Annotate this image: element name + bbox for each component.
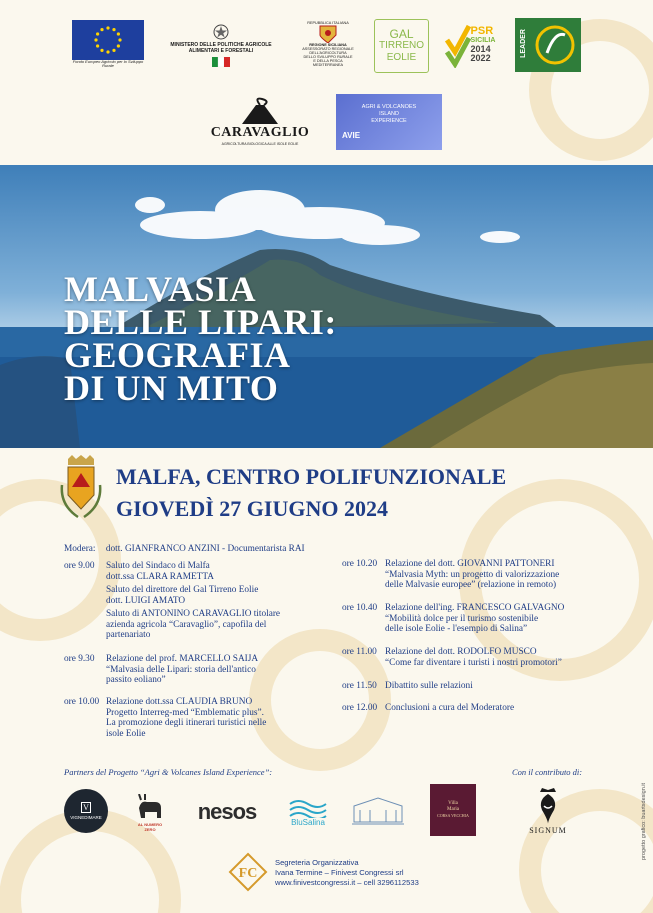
psr-sicilia-logo xyxy=(442,19,498,71)
program-line: Relazione del prof. MARCELLO SAIJA xyxy=(106,654,259,664)
villa-line: Villa xyxy=(448,801,458,806)
title-line: GEOGRAFIA xyxy=(64,335,291,375)
secretariat-line: Segreteria Organizzativa xyxy=(275,858,359,867)
italy-flag-icon xyxy=(212,57,230,67)
eu-star-icon xyxy=(112,28,115,31)
region-line: ASSESSORATO REGIONALE DELL'AGRICOLTURA xyxy=(302,47,354,55)
region-line: REGIONE SICILIANA xyxy=(309,43,347,47)
program-line: “Malvasia delle Lipari: storia dell'antico xyxy=(106,664,256,675)
eu-flag-icon xyxy=(72,20,144,60)
gal-line: EOLIE xyxy=(386,52,417,63)
alnumero-line: ZERO xyxy=(144,827,156,832)
gal-tirreno-eolie-logo xyxy=(374,19,429,73)
svg-text:FC: FC xyxy=(238,866,258,881)
leader-text: LEADER xyxy=(519,29,527,58)
leader-logo xyxy=(515,18,581,72)
blusalina-logo xyxy=(285,790,331,832)
title-line: MALVASIA xyxy=(64,269,257,309)
finivest-congressi-logo-icon xyxy=(228,852,268,892)
donkey-icon xyxy=(135,794,165,822)
trinacria-shield-icon xyxy=(319,25,337,43)
eu-star-icon xyxy=(117,32,120,35)
eu-star-icon xyxy=(106,26,109,29)
program-line: dott.ssa CLARA RAMETTA xyxy=(106,571,214,582)
program-line: Saluto di ANTONINO CARAVAGLIO titolare xyxy=(106,609,281,619)
program-time: ore 9.30 xyxy=(64,654,95,664)
partners-label: Partners del Progetto “Agri & Volcanes Island Experience”: xyxy=(64,767,273,777)
program-line: delle Malvasie europee” (relazione in remoto) xyxy=(385,580,557,590)
caravaglio-sub: AGRICOLTURA BIOLOGICA ALLE ISOLE EOLIE xyxy=(221,142,299,146)
psr-line: SICILIA xyxy=(470,37,496,44)
program-line: azienda agricola “Caravaglio”, capofila del xyxy=(106,619,267,630)
program-time: ore 12.00 xyxy=(342,703,378,713)
program-time: ore 10.00 xyxy=(64,697,100,707)
avie-line: EXPERIENCE xyxy=(371,118,407,124)
contributor-label: Con il contributo di: xyxy=(512,767,583,777)
signum-emblem-icon xyxy=(534,786,562,826)
program-time: ore 10.20 xyxy=(342,559,378,569)
program-line: dott. LUIGI AMATO xyxy=(106,595,186,606)
malfa-coat-of-arms-icon xyxy=(58,455,104,523)
signum-logo xyxy=(522,780,574,840)
event-venue xyxy=(116,461,506,525)
eu-star-icon xyxy=(112,48,115,51)
program-time: ore 9.00 xyxy=(64,561,95,571)
program-line: Saluto del Sindaco di Malfa xyxy=(106,561,210,571)
eu-star-icon xyxy=(94,38,97,41)
leader-emblem-icon xyxy=(533,23,577,67)
villa-maria-logo xyxy=(430,784,476,836)
caravaglio-name: CARAVAGLIO xyxy=(210,125,310,140)
vignedimare-logo: V VIGNEDIMARE xyxy=(64,789,108,833)
moderator-name: dott. GIANFRANCO ANZINI - Documentarista RAI xyxy=(105,544,305,554)
psr-line: 2014 xyxy=(470,44,491,54)
vignedimare-name: VIGNEDIMARE xyxy=(70,815,102,820)
moderator-row xyxy=(64,544,305,555)
waves-icon xyxy=(288,796,328,818)
psr-line: PSR xyxy=(470,25,494,37)
secretariat-line: www.finivestcongressi.it – cell 3296112533 xyxy=(275,878,419,887)
eu-star-icon xyxy=(96,44,99,47)
program-line: Relazione dott.ssa CLAUDIA BRUNO xyxy=(106,697,253,707)
hero-photo xyxy=(0,165,653,448)
moderator-label: Modera: xyxy=(64,544,96,554)
eu-star-icon xyxy=(96,32,99,35)
villa-sketch-logo xyxy=(350,794,406,828)
alnumero-line: AL NUMERO xyxy=(137,822,163,827)
gal-line: TIRRENO xyxy=(379,40,424,51)
program-time: ore 11.50 xyxy=(342,681,377,691)
region-sicily-logo xyxy=(300,16,356,72)
program-line: isole Eolie xyxy=(106,728,146,739)
venue-line: MALFA, CENTRO POLIFUNZIONALE xyxy=(116,464,507,489)
psr-line: 2022 xyxy=(470,53,491,63)
villa-line: CORSA VECCHIA xyxy=(437,813,469,818)
program-line: passito eoliano” xyxy=(106,675,166,685)
gal-line: GAL xyxy=(389,27,414,41)
region-line: REPUBBLICA ITALIANA xyxy=(307,21,349,25)
program-line: La promozione degli itinerari turistici nelle xyxy=(106,718,267,728)
avie-line: ISLAND xyxy=(379,111,399,117)
program-line: Relazione del dott. GIOVANNI PATTONERI xyxy=(385,559,555,569)
program-time: ore 11.00 xyxy=(342,647,377,657)
volcano-swirl-icon xyxy=(240,97,280,125)
nesos-logo xyxy=(190,796,264,828)
ministry-name: MINISTERO DELLE POLITICHE AGRICOLE ALIMENTARI E FORESTALI xyxy=(170,41,272,54)
program-line: delle isole Eolie - l'esempio di Salina” xyxy=(385,624,528,634)
program-line: Relazione del dott. RODOLFO MUSCO xyxy=(385,647,537,657)
psr-check-icon xyxy=(445,22,471,68)
venue-line: GIOVEDÌ 27 GIUGNO 2024 xyxy=(116,496,388,521)
eu-star-icon xyxy=(100,48,103,51)
eu-star-icon xyxy=(117,44,120,47)
program-line: “Come far diventare i turisti i nostri promotori” xyxy=(385,657,562,668)
region-line: DELLO SVILUPPO RURALE xyxy=(303,55,353,59)
program-line: Saluto del direttore del Gal Tirreno Eolie xyxy=(106,585,259,595)
avie-line: AGRI & VOLCANOES xyxy=(361,104,417,110)
program-time: ore 10.40 xyxy=(342,603,378,613)
signum-name: SIGNUM xyxy=(529,825,567,835)
title-line: DELLE LIPARI: xyxy=(64,302,337,342)
title-line: DI UN MITO xyxy=(64,368,279,408)
program-line: “Mobilità dolce per il turismo sostenibile xyxy=(385,613,539,624)
eu-star-icon xyxy=(118,38,121,41)
eu-caption: Fondo Europeo Agricolo per lo Sviluppo Rurale xyxy=(72,58,144,68)
program-line: Relazione dell'ing. FRANCESCO GALVAGNO xyxy=(385,603,565,613)
program-line: Progetto Interreg-med “Emblematic plus”. xyxy=(106,707,264,718)
secretariat-line: Ivana Termine – Finivest Congressi srl xyxy=(275,868,404,877)
eu-star-icon xyxy=(106,50,109,53)
avie-logo xyxy=(336,94,442,150)
event-title xyxy=(64,269,337,408)
program-line: Conclusioni a cura del Moderatore xyxy=(385,703,515,713)
secretariat-info xyxy=(275,858,419,888)
blusalina-name: BluSalina xyxy=(291,817,325,827)
avie-name: AVIE xyxy=(342,131,361,140)
design-credit: progetto grafico: buartsdesign.it xyxy=(641,782,647,860)
region-line: E DELLA PESCA MEDITERRANEA xyxy=(312,59,344,67)
al-numero-zero-logo xyxy=(132,790,168,836)
ministry-logo xyxy=(160,18,282,72)
nesos-name: nesos xyxy=(197,799,257,824)
program-line: “Malvasia Myth: un progetto di valorizzazione xyxy=(385,569,560,580)
eu-logo xyxy=(71,19,145,69)
villa-line: Maria xyxy=(447,807,459,812)
eu-star-icon xyxy=(100,28,103,31)
program-line: Dibattito sulle relazioni xyxy=(385,681,473,691)
republic-emblem-icon xyxy=(213,24,229,40)
caravaglio-logo xyxy=(212,94,308,150)
program-line: partenariato xyxy=(106,630,151,640)
